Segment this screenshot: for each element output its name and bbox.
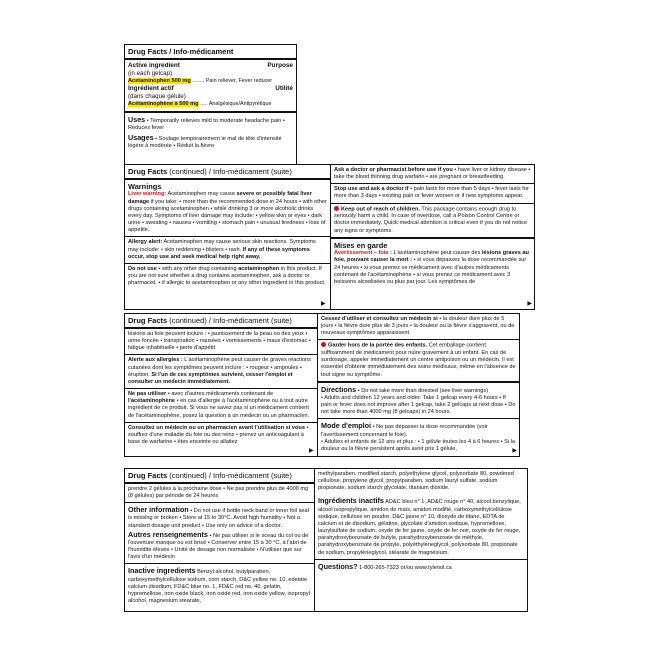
ne-pas-utiliser-section: [125, 389, 317, 423]
purpose-heading: Purpose: [267, 62, 293, 69]
uses-text: • Temporarily relieves mild to moderate headache pain • Reduces fever: [128, 117, 285, 131]
cessez-text: • la douleur dure plus de 5 jours • la fièvre dure plus de 3 jours • la douleur ou la fièvre s'aggravent, ou de nouveaux symptômes apparaissent: [321, 316, 515, 337]
mode-emploi-cont: prendre 2 gélules à la prochaine dose • Ne pas prendre plus de 4000 mg (8 gélules) par période de 24 heures: [125, 484, 314, 503]
panel-3-right-column: [318, 314, 519, 456]
each-gelule: (dans chaque gélule): [128, 93, 186, 101]
ingredient-fr: Acétaminophène à 500 mg: [128, 101, 199, 108]
panel-4-left-column: [125, 469, 315, 611]
other-info-text: • Do not use if bottle neck band or inner foil seal is missing or broken • Store at 15 to 30°C. Avoid high humidity • Not a standard dosage unit product • Use only on advice of a doctor.: [128, 508, 309, 529]
panel-2-title: Drug Facts (continued) / Info-médicament (suite): [125, 165, 330, 180]
ne-pas-text-b: l'acétaminophène: [128, 398, 176, 405]
garder-label: Garder hors de la portée des enfants.: [328, 342, 428, 349]
ingredient-en: Acetaminophen 500 mg: [128, 78, 191, 85]
liver-warning-label: Liver warning:: [128, 191, 167, 198]
questions-heading: Questions?: [318, 561, 358, 571]
directions-heading: Directions: [321, 384, 357, 394]
alerte-bold: Si l'un de ces symptômes survient, cesser l'emploi et consulter un médecin immédiatement.: [128, 371, 293, 385]
panel-1-title: Drug Facts / Info-médicament: [125, 45, 296, 60]
panel-4-right-column: [315, 469, 527, 611]
mode-emploi-heading: Mode d'emploi: [321, 421, 372, 431]
continue-arrow-icon: ▶: [512, 448, 517, 454]
purpose-en: ........ Pain reliever, Fever reducer: [192, 78, 273, 85]
keep-out-section: [331, 204, 534, 239]
panel-3-left-column: [125, 314, 318, 456]
mode-emploi-section: [318, 419, 519, 455]
ask-doctor-label: Ask a doctor or pharmacist before use if you: [334, 167, 453, 173]
panel-2-left-column: [125, 165, 331, 309]
inactive-ingredients-cont: [315, 469, 527, 494]
garder-text: Cet emballage contient suffisamment de médicament pour nuire gravement à un enfant. En cas de surdosage, appeler immédiatement un centre antipoison ou un médecin. Il est essentiel d'obtenir immédiatement des soins médicaux, même en l'absence de tout signe ou symptôme.: [321, 342, 516, 378]
warning-dot-icon: [321, 342, 326, 347]
do-not-use-text-b: acetaminophen: [238, 265, 280, 272]
inactifs-text: AD&C bleu n° 1, AD&C rouge n° 40, alcool benzylique, alcool isopropylique, amidon de maïs, amidon modifié, carboxyméthylcellulose sodique, cellulose en poudre, D&C jaune n° 10, dioxyde de titane, EDTA de calcium et de disodium, gélatine, glycolate d'amidon sodique, hypromellose, laurylsulfate de sodium, oxyde de fer jaune, oxyde de fer noir, oxyde de fer rouge, parahydroxybenzoate de butyle, parahydroxybenzoate de méthyle, parahydroxybenzoate de propyle, polyéthylèneglycol, polysorbate 80, propionate de sodium, propylèneglycol, stéarate de magnésium.: [318, 499, 521, 556]
continue-arrow-icon: ▶: [321, 301, 326, 307]
do-not-use-section: [125, 264, 330, 289]
do-not-use-text-a: • with any other drug containing: [158, 265, 237, 272]
alerte-allergies-section: [125, 355, 317, 389]
active-ingredient-section: [125, 60, 296, 113]
other-info-section: [125, 503, 314, 564]
each-gelcap: (in each gelcap): [128, 70, 173, 78]
alerte-text: L'acétaminophène peut causer de graves réactions cutanées dont les symptômes peuvent inclure : • rougeur • ampoules • éruption.: [128, 357, 311, 378]
ask-doctor-section: [331, 165, 534, 184]
ingredients-inactifs-section: [315, 494, 527, 559]
usages-text: • Soulage temporairement le mal de tête d'intensité légère à modérée • Réduit la fièvre: [128, 135, 282, 150]
questions-text: 1-800-265-7323 or/ou www.tylenol.ca: [359, 564, 452, 571]
inactive-text: Benzyl alcohol, butylparaben, carboxymethylcellulose sodium, corn starch, D&C yellow no. 10, edetate calcium disodium, FD&C blue no. 1, FD&C red no. 40, gelatin, hypromellose, iron oxide black, iron oxide red, iron oxide yellow, isopropyl alcohol, magnesium stearate,: [128, 569, 310, 605]
mode-text-b: • Adultes et enfants de 12 ans et plus : • 1 gélule toutes les 4 à 6 heures • Si la douleur ou la fièvre persistent après avoir pris 1 gélule,: [321, 438, 516, 452]
directions-text-b: • Adults and children 12 years and older: Take 1 gelcap every 4-6 hours • If pain or fever does not improve after 1 gelcap, take 2 gelcaps at next dose • Do not take more than 4000 mg (8 gelcaps) in 24 hours.: [321, 394, 516, 416]
continue-arrow-icon: ▶: [309, 448, 314, 454]
liver-text-c: if you take: • more than the recommended dose in 24 hours • with other drugs containing acetaminophen • while drinking 3 or more alcoholic drinks every day. Symptoms of liver damage may include: • yellow skin or eyes • dark urine • sweating • nausea • vomiting • stomach pain • unusual tiredness • loss of appetite.: [128, 198, 327, 234]
consultez-section: [125, 423, 317, 448]
cessez-label: Cessez d'utiliser et consultez un médecin si: [321, 316, 438, 322]
autres-text: • Ne pas utiliser si le sceau du col ou de l'ouverture manque ou est brisé • Conserver entre 15 à 30 °C, à l'abri de l'humidité élevée • Unité de dosage non normalisée • N'utiliser que sur l'avis d'un médecin: [128, 532, 309, 561]
allergy-text: Acetaminophen may cause serious skin reactions. Symptoms may include: • skin reddening • blisters • rash.: [128, 239, 316, 253]
inactive-cont-text: methylparaben, modified starch, polyethylene glycol, polysorbate 80, powdered cellulose, propylene glycol, propylparaben, sodium lauryl sulfate, sodium propionate, sodium starch glycolate, titanium dioxide.: [318, 471, 514, 492]
ne-pas-text-a: • avec d'autres médicaments contenant de: [167, 391, 274, 398]
panel-3-title: Drug Facts (continued) / Info-médicament (suite): [125, 314, 317, 329]
inactive-ingredients-section: [125, 564, 314, 607]
other-info-heading: Other information: [128, 505, 189, 515]
uses-heading: Uses: [128, 114, 146, 124]
warning-dot-icon: [334, 206, 339, 211]
liver-warning-section: [125, 180, 330, 237]
questions-section: [315, 560, 527, 574]
stop-use-section: [331, 184, 534, 203]
avertissement-label: Avertissement – foie :: [334, 250, 392, 257]
consultez-text: • souffrez d'une maladie du foie ou des reins • prenez un anticoagulant à base de warfarine • êtes enceinte ou allaitez: [128, 424, 309, 446]
active-ingredient-heading: Active ingredient: [128, 62, 180, 69]
usages-heading: Usages: [128, 132, 154, 142]
liver-text-b: severe or possibly fatal liver damage: [128, 191, 312, 205]
drug-facts-panel-1: [124, 44, 297, 166]
ask-doctor-text: • have liver or kidney disease • take the blood thinning drug warfarin • are pregnant or breastfeeding.: [334, 167, 531, 181]
liver-symptoms-fr: lésions au foie peuvent inclure : • jaunissement de la peau ou des yeux • urine foncée • transpiration • nausées • vomissements • maux d'estomac • fatigue inhabituelle • perte d'appétit: [125, 329, 317, 355]
drug-facts-panel-3: [124, 313, 520, 457]
mises-en-garde-section: [331, 239, 534, 288]
warnings-heading: Warnings: [128, 182, 162, 191]
do-not-use-text-c: in this product. If you are not sure whether a drug contains acetaminophen, ask a doctor or pharmacist. • if allergic to acetaminophen or any other ingredient in this product.: [128, 265, 326, 287]
panel-2-right-column: [331, 165, 534, 309]
liver-text-a: Acetaminophen may cause: [167, 191, 235, 198]
ingredient-actif-heading: Ingrédient actif: [128, 85, 174, 93]
stop-use-text: • pain lasts for more than 5 days • fever lasts for more than 3 days • existing pain or fever worsen or if new symptoms appear.: [334, 186, 529, 200]
ne-pas-label: Ne pas utiliser: [128, 391, 167, 398]
inactifs-heading: Ingrédients inactifs: [318, 496, 384, 506]
stop-use-label: Stop use and ask a doctor if: [334, 186, 409, 193]
keep-out-label: Keep out of reach of children.: [341, 206, 420, 213]
ne-pas-text-c: • en cas d'allergie à l'acétaminophène ou à tout autre ingrédient de ce produit. Si vous ne savez pas si un médicament contient de l'acétaminophène, posez la question à un médecin ou un pharmacien.: [128, 398, 310, 419]
avert-text-b: lésions graves au foie, pouvant causer la mort :: [334, 250, 529, 264]
utilite-heading: Utilité: [275, 85, 293, 93]
autres-heading: Autres renseignements: [128, 529, 208, 539]
allergy-bold: If any of these symptoms occur, stop use and seek medical help right away.: [128, 246, 310, 260]
cessez-section: [318, 314, 519, 340]
avert-text-a: L'acétaminophène peut causer des: [393, 250, 481, 257]
keep-out-text: This package contains enough drug to seriously harm a child. In case of overdose, call a Poison Control Centre or doctor immediately. Quick medical attention is critical even if you do not notice any signs or symptoms.: [334, 206, 527, 234]
avert-text-c: • si vous dépassez la dose recommandée sur 24 heures • si vous prenez ce médicament avec d'autres médicaments contenant de l'acétaminophène • si vous prenez ce médicament avec 3 boissons alcoolisées ou plus par jour. Les symptômes de: [334, 257, 527, 285]
alerte-label: Alerte aux allergies :: [128, 357, 183, 364]
allergy-label: Allergy alert:: [128, 239, 163, 246]
garder-section: [318, 340, 519, 382]
drug-facts-panel-2: [124, 164, 535, 310]
mises-en-garde-heading: Mises en garde: [334, 240, 388, 250]
directions-text-a: • Do not take more than directed (see liver warnings): [357, 387, 489, 394]
continue-arrow-icon: ▶: [527, 301, 532, 307]
consultez-label: Consultez un médecin ou un pharmacien avant l'utilisation si vous: [128, 424, 305, 431]
allergy-alert-section: [125, 237, 330, 263]
directions-section: [318, 383, 519, 420]
do-not-use-label: Do not use: [128, 265, 157, 272]
panel-4-title: Drug Facts (continued) / Info-médicament (suite): [125, 469, 314, 484]
uses-section: [125, 113, 296, 153]
purpose-fr: ..... Analgésique/Antipyrétique: [200, 101, 272, 108]
drug-facts-panel-4: [124, 468, 528, 612]
inactive-heading: Inactive ingredients: [128, 566, 196, 576]
mode-text-a: • Ne pas dépasser la dose recommandée (voir l'avertissement concernant le foie).: [321, 424, 488, 438]
